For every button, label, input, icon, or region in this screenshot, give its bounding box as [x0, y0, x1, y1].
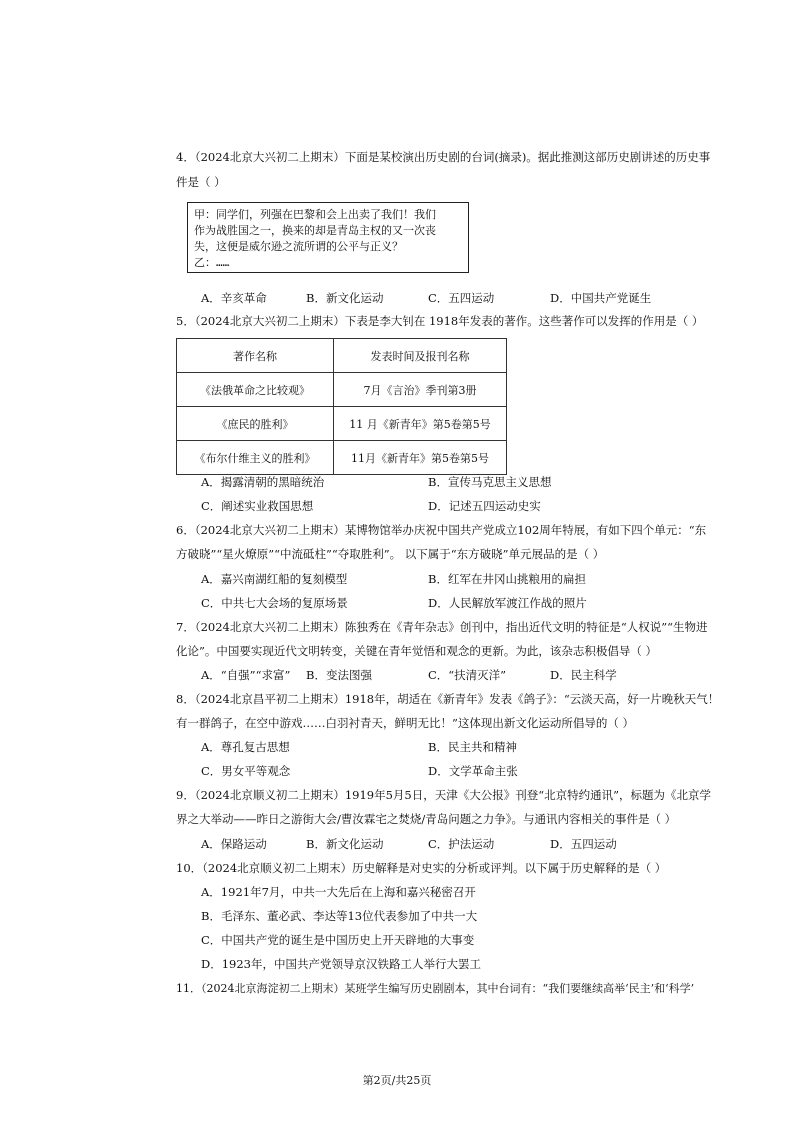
q9-stem-line1: 9．（2024北京顺义初二上期末）1919年5月5日，天津《大公报》刊登“北京特约通讯”，标题为《北京学 — [176, 788, 711, 802]
q10-option-c: C．中国共产党的诞生是中国历史上开天辟地的大事变 — [201, 933, 475, 947]
q11-stem-line1: 11．（2024北京海淀初二上期末）某班学生编写历史剧剧本，其中台词有：“我们要继续高举‘民主’和‘科学’ — [176, 982, 695, 995]
q5-option-d: D．记述五四运动史实 — [428, 499, 541, 513]
table-header-row — [177, 339, 507, 373]
q6-option-b: B．红军在井冈山挑粮用的扁担 — [428, 572, 586, 586]
q4-option-a: A．辛亥革命 — [201, 291, 267, 305]
q8-option-d: D．文学革命主张 — [428, 764, 518, 778]
table-cell: 11月《新青年》第5卷第5号 — [334, 441, 507, 475]
q6-stem-line2: 方破晓”“星火燎原”“中流砥柱”“夺取胜利”。 以下属于“东方破晓”单元展品的是（ ） — [176, 547, 605, 561]
q4-option-d: D．中国共产党诞生 — [550, 291, 652, 305]
q9-stem-line2: 界之大举动——昨日之游街大会/曹汝霖宅之焚烧/青岛问题之力争》。与通讯内容相关的事件是（ ） — [176, 812, 677, 826]
q8-option-b: B．民主共和精神 — [428, 740, 517, 754]
q4-stem-line1: 4．（2024北京大兴初二上期末）下面是某校演出历史剧的台词(摘录)。据此推测这部历史剧讲述的历史事 — [176, 150, 711, 164]
q6-stem-line1: 6．（2024北京大兴初二上期末）某博物馆举办庆祝中国共产党成立102周年特展，有如下四个单元：“东 — [176, 523, 707, 537]
q6-option-a: A．嘉兴南湖红船的复刻模型 — [201, 572, 348, 586]
q10-stem-line1: 10．（2024北京顺义初二上期末）历史解释是对史实的分析或评判。以下属于历史解释的是（ ） — [176, 861, 667, 875]
q5-option-c: C．阐述实业救国思想 — [201, 499, 314, 513]
q6-option-c: C．中共七大会场的复原场景 — [201, 596, 348, 610]
q4-quote-box — [187, 202, 469, 273]
table-header-cell: 著作名称 — [177, 339, 334, 373]
q9-option-d: D．五四运动 — [550, 837, 617, 851]
q7-stem-line1: 7．（2024北京大兴初二上期末）陈独秀在《青年杂志》创刊中，指出近代文明的特征是“人权说”“生物进 — [176, 620, 708, 634]
q4-option-b: B．新文化运动 — [306, 291, 384, 305]
q4-quote-line: 甲：同学们，列强在巴黎和会上出卖了我们！我们 — [194, 208, 436, 221]
q5-works-table — [176, 338, 507, 475]
q4-quote-line: 失，这便是威尔逊之流所谓的公平与正义？ — [194, 240, 403, 253]
q5-stem-line1: 5．（2024北京大兴初二上期末）下表是李大钊在 1918年发表的著作。这些著作可以发挥的作用是（ ） — [176, 314, 704, 328]
q4-stem-line2: 件是（ ） — [176, 175, 226, 189]
table-row — [177, 441, 507, 475]
q8-option-c: C．男女平等观念 — [201, 764, 291, 778]
q8-stem-line1: 8．（2024北京昌平初二上期末）1918年，胡适在《新青年》发表《鸽子》：“云淡天高，好一片晚秋天气！ — [176, 692, 720, 706]
q10-option-b: B．毛泽东、董必武、李达等13位代表参加了中共一大 — [201, 909, 478, 923]
q4-quote-line: 作为战胜国之一，换来的却是青岛主权的又一次丧 — [194, 224, 436, 237]
table-header-cell: 发表时间及报刊名称 — [334, 339, 507, 373]
page-number: 第2页/共25页 — [362, 1074, 432, 1087]
q7-option-d: D．民主科学 — [550, 668, 617, 682]
q5-option-b: B．宣传马克思主义思想 — [428, 475, 552, 489]
q8-option-a: A．尊孔复古思想 — [201, 740, 290, 754]
q9-option-c: C．护法运动 — [428, 837, 495, 851]
q9-option-b: B．新文化运动 — [306, 837, 384, 851]
q7-option-a: A．“自强”“求富” — [201, 668, 291, 682]
q8-stem-line2: 有一群鸽子，在空中游戏……白羽衬青天，鲜明无比！”这体现出新文化运动所倡导的（ ） — [176, 716, 635, 730]
table-cell: 《法俄革命之比较观》 — [177, 373, 334, 407]
table-cell: 11 月《新青年》第5卷第5号 — [334, 407, 507, 441]
table-cell: 7月《言治》季刊第3册 — [334, 373, 507, 407]
q5-option-a: A．揭露清朝的黑暗统治 — [201, 475, 325, 489]
q10-option-a: A．1921年7月，中共一大先后在上海和嘉兴秘密召开 — [201, 885, 476, 899]
table-cell: 《庶民的胜利》 — [177, 407, 334, 441]
q10-option-d: D．1923年，中国共产党领导京汉铁路工人举行大罢工 — [201, 957, 481, 971]
table-cell: 《布尔什维主义的胜利》 — [177, 441, 334, 475]
q4-option-c: C．五四运动 — [428, 291, 495, 305]
q7-option-b: B．变法图强 — [306, 668, 372, 682]
table-row — [177, 373, 507, 407]
q6-option-d: D．人民解放军渡江作战的照片 — [428, 596, 587, 610]
table-row — [177, 407, 507, 441]
q9-option-a: A．保路运动 — [201, 837, 267, 851]
q7-option-c: C．“扶清灭洋” — [428, 668, 507, 682]
q7-stem-line2: 化论”。中国要实现近代文明转变，关键在青年觉悟和观念的更新。为此，该杂志积极倡导（ ） — [176, 644, 658, 658]
q4-quote-line: 乙：…… — [194, 256, 230, 269]
